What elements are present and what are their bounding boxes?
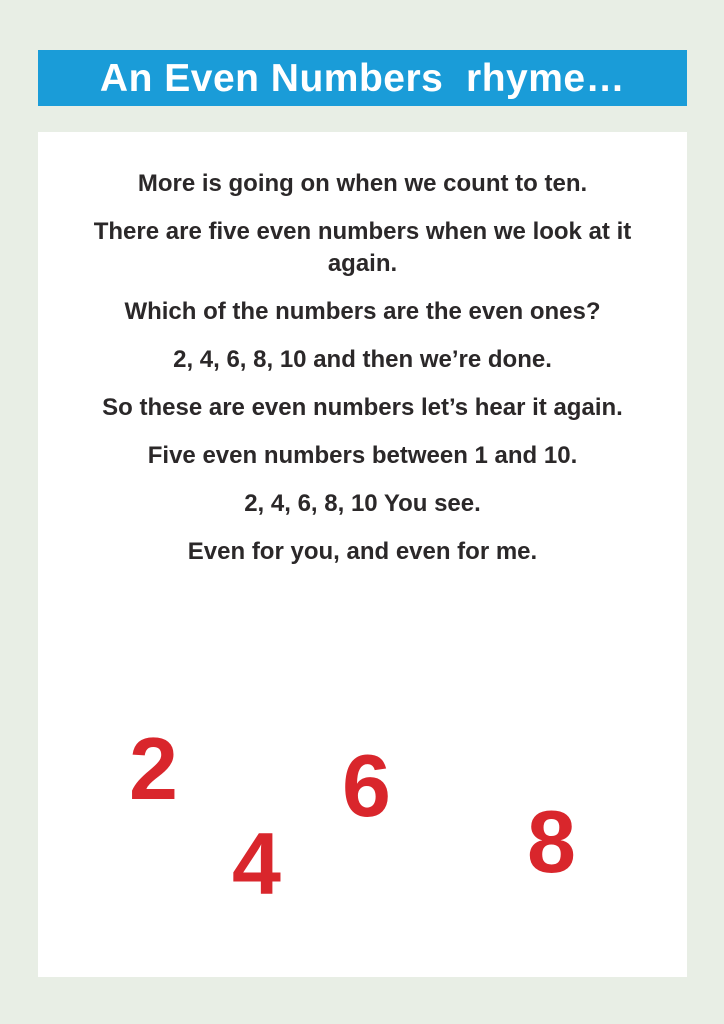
content-panel [38,132,687,977]
scattered-number-2: 2 [129,719,178,818]
page-title: An Even Numbers rhyme… [99,56,626,100]
rhyme-line: 2, 4, 6, 8, 10 You see. [244,490,481,517]
rhyme-line: So these are even numbers let’s hear it again. [102,394,623,421]
scattered-number-4: 4 [232,814,281,913]
rhyme-text-block [38,132,687,568]
rhyme-line: There are five even numbers when we look at it again. [93,218,632,277]
rhyme-line: Five even numbers between 1 and 10. [147,442,578,469]
rhyme-line: Which of the numbers are the even ones? [124,298,601,325]
scattered-number-8: 8 [527,792,576,891]
title-banner [38,50,687,106]
rhyme-line: 2, 4, 6, 8, 10 and then we’re done. [173,346,552,373]
scattered-number-6: 6 [342,736,391,835]
rhyme-line: Even for you, and even for me. [187,538,538,565]
rhyme-line: More is going on when we count to ten. [137,170,588,197]
